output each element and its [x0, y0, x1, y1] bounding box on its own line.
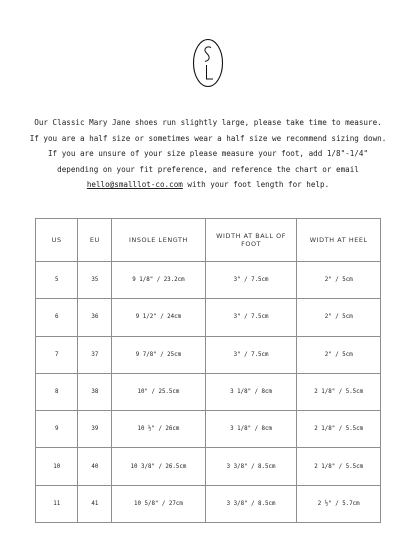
- cell-us: 7: [36, 336, 78, 373]
- cell-width-ball: 3 1/8" / 8cm: [205, 373, 297, 410]
- table-header-row: [36, 219, 381, 262]
- sl-monogram-logo-icon: [192, 38, 224, 88]
- size-chart-table: [35, 218, 381, 523]
- table-row: [36, 336, 381, 373]
- cell-insole-length: 10" / 25.5cm: [112, 373, 205, 410]
- intro-line-4: depending on your fit preference, and reference the chart or email: [57, 164, 359, 174]
- table-row: [36, 448, 381, 485]
- sizing-intro: [0, 115, 416, 193]
- cell-width-ball: 3 3/8" / 8.5cm: [205, 448, 297, 485]
- cell-width-ball: 3" / 7.5cm: [205, 336, 297, 373]
- header-width-at-ball-of-foot: WIDTH AT BALL OF FOOT: [205, 219, 297, 262]
- cell-width-ball: 3 1/8" / 8cm: [205, 411, 297, 448]
- cell-width-heel: 2" / 5cm: [297, 299, 381, 336]
- cell-insole-length: 9 1/8" / 23.2cm: [112, 262, 205, 299]
- cell-width-heel: 2 1/8" / 5.5cm: [297, 448, 381, 485]
- table-row: [36, 262, 381, 299]
- cell-us: 8: [36, 373, 78, 410]
- cell-eu: 36: [78, 299, 112, 336]
- cell-width-heel: 2 1/8" / 5.5cm: [297, 411, 381, 448]
- header-eu: EU: [78, 219, 112, 262]
- table-row: [36, 373, 381, 410]
- cell-eu: 38: [78, 373, 112, 410]
- intro-line-5-suffix: with your foot length for help.: [187, 180, 330, 189]
- table-row: [36, 485, 381, 522]
- cell-us: 11: [36, 485, 78, 522]
- intro-line-5: [0, 177, 416, 193]
- cell-us: 5: [36, 262, 78, 299]
- cell-us: 6: [36, 299, 78, 336]
- table-row: [36, 411, 381, 448]
- cell-eu: 40: [78, 448, 112, 485]
- cell-us: 10: [36, 448, 78, 485]
- table-row: [36, 299, 381, 336]
- cell-width-heel: 2 1/8" / 5.5cm: [297, 373, 381, 410]
- cell-width-heel: 2" / 5cm: [297, 336, 381, 373]
- cell-eu: 37: [78, 336, 112, 373]
- cell-insole-length: 10 5/8" / 27cm: [112, 485, 205, 522]
- cell-width-heel: 2" / 5cm: [297, 262, 381, 299]
- intro-line-3: If you are unsure of your size please measure your foot, add 1/8"-1/4": [47, 149, 369, 158]
- cell-insole-length: 10 ½" / 26cm: [112, 411, 205, 448]
- cell-width-ball: 3 3/8" / 8.5cm: [205, 485, 297, 522]
- header-insole-length: INSOLE LENGTH: [112, 219, 205, 262]
- cell-us: 9: [36, 411, 78, 448]
- cell-width-ball: 3" / 7.5cm: [205, 262, 297, 299]
- intro-line-1: Our Classic Mary Jane shoes run slightly large, please take time to measure.: [34, 118, 382, 127]
- cell-width-heel: 2 ½" / 5.7cm: [297, 485, 381, 522]
- cell-eu: 35: [78, 262, 112, 299]
- header-width-at-heel: WIDTH AT HEEL: [297, 219, 381, 262]
- cell-insole-length: 9 1/2" / 24cm: [112, 299, 205, 336]
- intro-line-2: If you are a half size or sometimes wear a half size we recommend sizing down.: [29, 133, 387, 143]
- cell-insole-length: 10 3/8" / 26.5cm: [112, 448, 205, 485]
- cell-eu: 39: [78, 411, 112, 448]
- header-us: US: [36, 219, 78, 262]
- cell-insole-length: 9 7/8" / 25cm: [112, 336, 205, 373]
- email-link[interactable]: hello@smalllot-co.com: [86, 180, 183, 189]
- cell-eu: 41: [78, 485, 112, 522]
- cell-width-ball: 3" / 7.5cm: [205, 299, 297, 336]
